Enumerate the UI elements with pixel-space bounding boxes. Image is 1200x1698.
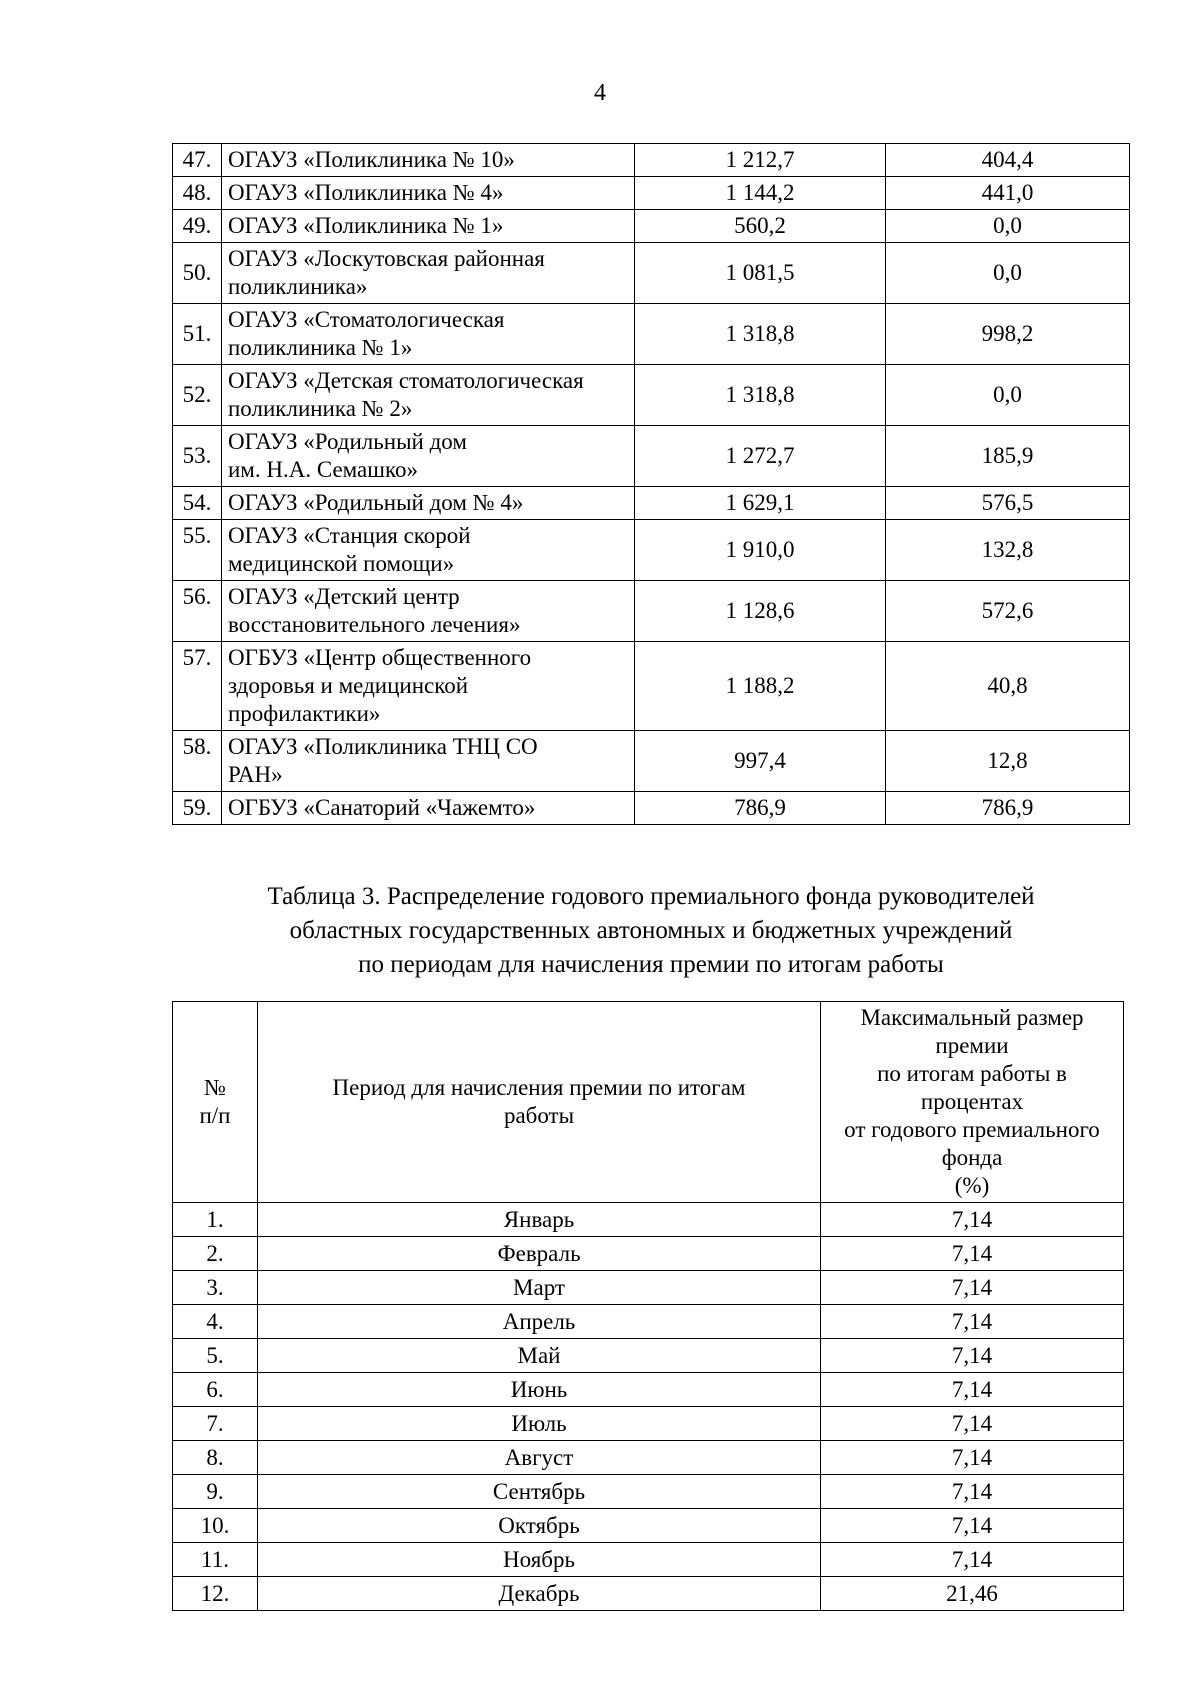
- premium-fund-table: [172, 1001, 1124, 1611]
- percent-value: 21,46: [821, 1577, 1124, 1611]
- table-row: [173, 581, 1130, 642]
- institution-name: [222, 642, 635, 731]
- name-line: ОГАУЗ «Лоскутовская районная: [228, 246, 545, 271]
- value-2: 998,2: [886, 304, 1130, 365]
- value-2: 0,0: [886, 210, 1130, 243]
- name-line: ОГБУЗ «Центр общественного: [228, 645, 532, 670]
- table-row: [173, 792, 1130, 825]
- table-row: [173, 520, 1130, 581]
- row-number: 47.: [173, 144, 222, 177]
- row-number: 56.: [173, 581, 222, 642]
- table-row: [173, 1305, 1124, 1339]
- header-line: от годового премиального фонда: [844, 1117, 1100, 1170]
- value-2: 185,9: [886, 426, 1130, 487]
- value-1: 1 629,1: [635, 487, 886, 520]
- row-number: 48.: [173, 177, 222, 210]
- value-1: 997,4: [635, 731, 886, 792]
- table-row: [173, 177, 1130, 210]
- value-1: 560,2: [635, 210, 886, 243]
- name-line: поликлиника № 1»: [228, 335, 413, 360]
- name-line: ОГАУЗ «Детский центр: [228, 584, 460, 609]
- row-number: 9.: [173, 1475, 258, 1509]
- value-2: 12,8: [886, 731, 1130, 792]
- table-row: [173, 1237, 1124, 1271]
- row-number: 4.: [173, 1305, 258, 1339]
- row-number: 55.: [173, 520, 222, 581]
- table-row: [173, 642, 1130, 731]
- period-name: Август: [258, 1441, 821, 1475]
- period-name: Апрель: [258, 1305, 821, 1339]
- value-2: 0,0: [886, 365, 1130, 426]
- period-name: Октябрь: [258, 1509, 821, 1543]
- row-number: 58.: [173, 731, 222, 792]
- name-line: здоровья и медицинской: [228, 673, 469, 698]
- name-line: ОГАУЗ «Детская стоматологическая: [228, 368, 584, 393]
- row-number: 8.: [173, 1441, 258, 1475]
- institutions-table: [172, 143, 1130, 825]
- period-name: Сентябрь: [258, 1475, 821, 1509]
- row-number: 57.: [173, 642, 222, 731]
- table-row: [173, 1441, 1124, 1475]
- name-line: поликлиника»: [228, 274, 368, 299]
- percent-value: 7,14: [821, 1339, 1124, 1373]
- caption-line: Таблица 3. Распределение годового премиального фонда руководителей: [267, 883, 1035, 910]
- header-period: [258, 1002, 821, 1203]
- value-2: 786,9: [886, 792, 1130, 825]
- value-1: 1 081,5: [635, 243, 886, 304]
- value-1: 1 212,7: [635, 144, 886, 177]
- name-line: РАН»: [228, 762, 283, 787]
- period-name: Июль: [258, 1407, 821, 1441]
- header-line: п/п: [199, 1103, 231, 1128]
- name-line: профилактики»: [228, 701, 381, 726]
- institution-name: [222, 243, 635, 304]
- row-number: 50.: [173, 243, 222, 304]
- period-name: Март: [258, 1271, 821, 1305]
- row-number: 11.: [173, 1543, 258, 1577]
- name-line: ОГАУЗ «Родильный дом: [228, 429, 467, 454]
- value-2: 572,6: [886, 581, 1130, 642]
- value-2: 40,8: [886, 642, 1130, 731]
- value-2: 576,5: [886, 487, 1130, 520]
- percent-value: 7,14: [821, 1271, 1124, 1305]
- caption-line: областных государственных автономных и бюджетных учреждений: [289, 917, 1013, 944]
- table-row: [173, 426, 1130, 487]
- table-caption: [172, 880, 1130, 982]
- header-number: [173, 1002, 258, 1203]
- percent-value: 7,14: [821, 1237, 1124, 1271]
- row-number: 54.: [173, 487, 222, 520]
- period-name: Июнь: [258, 1373, 821, 1407]
- table-row: [173, 1475, 1124, 1509]
- percent-value: 7,14: [821, 1475, 1124, 1509]
- name-line: ОГАУЗ «Станция скорой: [228, 523, 471, 548]
- row-number: 7.: [173, 1407, 258, 1441]
- table-row: [173, 243, 1130, 304]
- value-2: 441,0: [886, 177, 1130, 210]
- header-row: [173, 1002, 1124, 1203]
- value-2: 404,4: [886, 144, 1130, 177]
- institution-name: ОГАУЗ «Поликлиника № 1»: [222, 210, 635, 243]
- header-percent: [821, 1002, 1124, 1203]
- institution-name: ОГАУЗ «Родильный дом № 4»: [222, 487, 635, 520]
- row-number: 2.: [173, 1237, 258, 1271]
- header-line: Период для начисления премии по итогам: [332, 1075, 746, 1100]
- table-row: [173, 304, 1130, 365]
- table-row: [173, 144, 1130, 177]
- table-row: [173, 1203, 1124, 1237]
- row-number: 51.: [173, 304, 222, 365]
- row-number: 6.: [173, 1373, 258, 1407]
- value-1: 1 910,0: [635, 520, 886, 581]
- institution-name: [222, 426, 635, 487]
- institution-name: ОГАУЗ «Поликлиника № 4»: [222, 177, 635, 210]
- institution-name: [222, 731, 635, 792]
- header-line: Максимальный размер премии: [860, 1005, 1084, 1058]
- header-line: по итогам работы в процентах: [877, 1061, 1067, 1114]
- row-number: 3.: [173, 1271, 258, 1305]
- value-1: 1 318,8: [635, 365, 886, 426]
- row-number: 12.: [173, 1577, 258, 1611]
- institution-name: ОГАУЗ «Поликлиника № 10»: [222, 144, 635, 177]
- table-row: [173, 1543, 1124, 1577]
- name-line: ОГАУЗ «Поликлиника ТНЦ СО: [228, 734, 538, 759]
- row-number: 59.: [173, 792, 222, 825]
- value-1: 1 272,7: [635, 426, 886, 487]
- row-number: 49.: [173, 210, 222, 243]
- table-row: [173, 210, 1130, 243]
- value-2: 132,8: [886, 520, 1130, 581]
- row-number: 1.: [173, 1203, 258, 1237]
- header-line: работы: [503, 1103, 575, 1128]
- header-line: №: [204, 1075, 226, 1100]
- percent-value: 7,14: [821, 1441, 1124, 1475]
- row-number: 52.: [173, 365, 222, 426]
- table-row: [173, 1339, 1124, 1373]
- name-line: ОГАУЗ «Стоматологическая: [228, 307, 505, 332]
- caption-line: по периодам для начисления премии по итогам работы: [358, 951, 944, 978]
- period-name: Ноябрь: [258, 1543, 821, 1577]
- table-row: [173, 731, 1130, 792]
- period-name: Декабрь: [258, 1577, 821, 1611]
- institution-name: [222, 365, 635, 426]
- table-row: [173, 1373, 1124, 1407]
- table-row: [173, 1577, 1124, 1611]
- table-row: [173, 1271, 1124, 1305]
- institution-name: [222, 304, 635, 365]
- header-line: (%): [954, 1173, 990, 1198]
- table-row: [173, 1407, 1124, 1441]
- name-line: им. Н.А. Семашко»: [228, 457, 418, 482]
- value-1: 1 188,2: [635, 642, 886, 731]
- table-row: [173, 1509, 1124, 1543]
- value-2: 0,0: [886, 243, 1130, 304]
- percent-value: 7,14: [821, 1305, 1124, 1339]
- institution-name: [222, 520, 635, 581]
- name-line: медицинской помощи»: [228, 551, 455, 576]
- row-number: 5.: [173, 1339, 258, 1373]
- name-line: восстановительного лечения»: [228, 612, 521, 637]
- period-name: Февраль: [258, 1237, 821, 1271]
- percent-value: 7,14: [821, 1509, 1124, 1543]
- institution-name: ОГБУЗ «Санаторий «Чажемто»: [222, 792, 635, 825]
- value-1: 1 128,6: [635, 581, 886, 642]
- table-row: [173, 365, 1130, 426]
- row-number: 53.: [173, 426, 222, 487]
- value-1: 1 318,8: [635, 304, 886, 365]
- row-number: 10.: [173, 1509, 258, 1543]
- institution-name: [222, 581, 635, 642]
- page-number: 4: [594, 80, 606, 106]
- percent-value: 7,14: [821, 1543, 1124, 1577]
- percent-value: 7,14: [821, 1203, 1124, 1237]
- period-name: Январь: [258, 1203, 821, 1237]
- table-row: [173, 487, 1130, 520]
- name-line: поликлиника № 2»: [228, 396, 413, 421]
- percent-value: 7,14: [821, 1407, 1124, 1441]
- percent-value: 7,14: [821, 1373, 1124, 1407]
- period-name: Май: [258, 1339, 821, 1373]
- value-1: 1 144,2: [635, 177, 886, 210]
- value-1: 786,9: [635, 792, 886, 825]
